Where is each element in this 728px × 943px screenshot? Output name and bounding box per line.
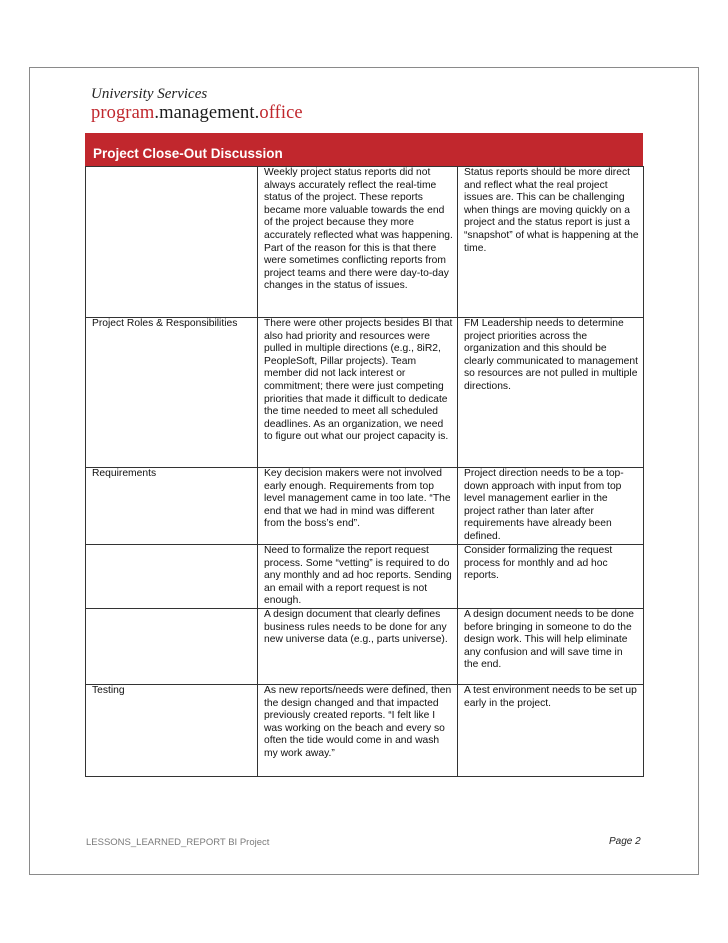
logo-program-management-office xyxy=(91,103,303,123)
logo-office: office xyxy=(259,103,303,123)
recommendation-cell: Status reports should be more direct and reflect what the real project issues are. This can be challenging when things are moving quickly on a project and the status report is just a “snapshot” of what is happening at the time. xyxy=(458,167,644,318)
close-out-table xyxy=(85,166,644,777)
topic-cell: Testing xyxy=(86,684,258,776)
recommendation-cell: Project direction needs to be a top-down approach with input from top level management earlier in the project rather than later after requirements have already been defined. xyxy=(458,468,644,545)
issue-cell: There were other projects besides BI that also had priority and resources were pulled in multiple directions (e.g., 8iR2, PeopleSoft, Pillar projects). Team member did not lack interest or commitment; there were just competing priorities that made it difficult to dedicate the time needed to meet all scheduled deadlines. As an organization, we need to figure out what our project capacity is. xyxy=(258,318,458,468)
table-row xyxy=(86,167,644,318)
recommendation-cell: Consider formalizing the request process for monthly and ad hoc reports. xyxy=(458,545,644,609)
logo-management: .management. xyxy=(154,103,260,123)
recommendation-cell: A test environment needs to be set up early in the project. xyxy=(458,684,644,776)
logo-university-services: University Services xyxy=(91,86,208,102)
topic-cell: Requirements xyxy=(86,468,258,545)
table-row xyxy=(86,468,644,545)
topic-cell: Project Roles & Responsibilities xyxy=(86,318,258,468)
recommendation-cell: A design document needs to be done before bringing in someone to do the design work. This will help eliminate any confusion and will save time in the end. xyxy=(458,608,644,684)
footer-page-number: Page 2 xyxy=(609,836,641,847)
recommendation-cell: FM Leadership needs to determine project priorities across the organization and this should be clearly communicated to management so resources are not pulled in multiple directions. xyxy=(458,318,644,468)
topic-cell xyxy=(86,545,258,609)
issue-cell: A design document that clearly defines business rules needs to be done for any new universe data (e.g., parts universe). xyxy=(258,608,458,684)
logo xyxy=(91,86,303,123)
section-header-bar xyxy=(85,133,643,166)
logo-program: program xyxy=(91,103,155,123)
topic-cell xyxy=(86,167,258,318)
issue-cell: Weekly project status reports did not always accurately reflect the real-time status of the project. These reports became more valuable towards the end of the project because they more accurately reflected what was happening. Part of the reason for this is that there were sometimes conflicting reports from project teams and there were day-to-day changes in the status of issues. xyxy=(258,167,458,318)
table-row xyxy=(86,318,644,468)
issue-cell: As new reports/needs were defined, then the design changed and that impacted previously created reports. “I felt like I was working on the beach and every so often the tide would come in and wash my work away.” xyxy=(258,684,458,776)
issue-cell: Need to formalize the report request process. Some “vetting” is required to do any monthly and ad hoc reports. Sending an email with a report request is not enough. xyxy=(258,545,458,609)
topic-cell xyxy=(86,608,258,684)
table-row xyxy=(86,684,644,776)
footer-document-name: LESSONS_LEARNED_REPORT BI Project xyxy=(86,837,270,848)
section-title: Project Close-Out Discussion xyxy=(93,146,283,161)
table-row xyxy=(86,608,644,684)
issue-cell: Key decision makers were not involved early enough. Requirements from top level management came in too late. “The end that we had in mind was different from the boss’s end”. xyxy=(258,468,458,545)
table-row xyxy=(86,545,644,609)
